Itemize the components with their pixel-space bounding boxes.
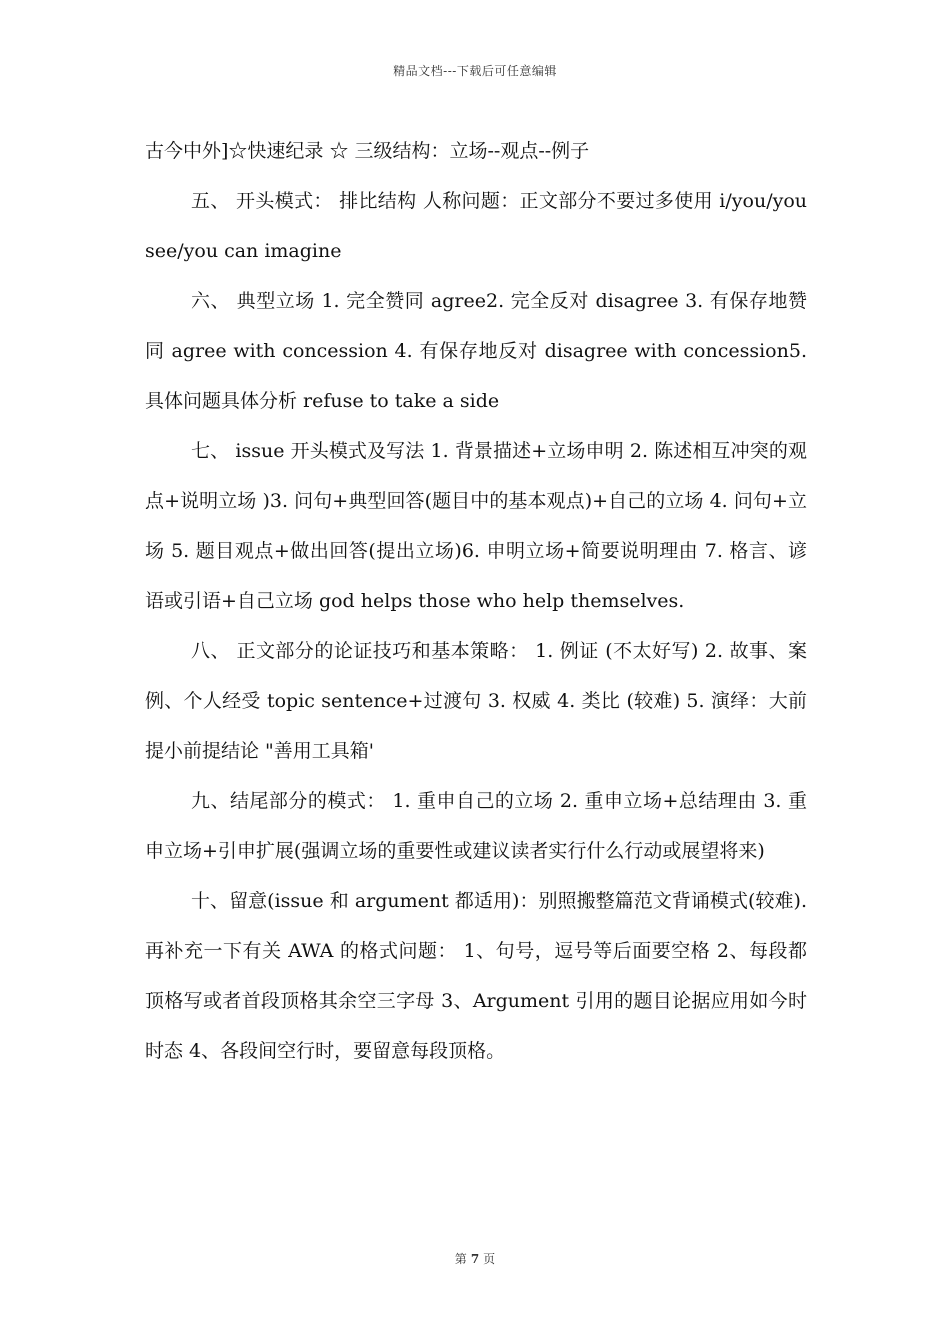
paragraph-intro: 古今中外]☆快速纪录 ☆ 三级结构：立场--观点--例子 [145, 140, 590, 162]
page-number: 7 [470, 1252, 480, 1266]
page-footer [0, 1250, 950, 1267]
document-body [145, 126, 807, 1076]
paragraph-section-5: 五、 开头模式： 排比结构 人称问题：正文部分不要过多使用 i/you/you see/you can imagine [145, 190, 807, 262]
paragraph-section-9: 九、结尾部分的模式： 1. 重申自己的立场 2. 重申立场+总结理由 3. 重申立场+引申扩展(强调立场的重要性或建议读者实行什么行动或展望将来) [145, 790, 807, 862]
paragraph-section-8: 八、 正文部分的论证技巧和基本策略： 1. 例证 (不太好写) 2. 故事、案例、个人经受 topic sentence+过渡句 3. 权威 4. 类比 (较难) 5. 演绎：大前提小前提结论 "善用工具箱' [145, 640, 807, 762]
paragraph-section-10: 十、留意(issue 和 argument 都适用)：别照搬整篇范文背诵模式(较难).再补充一下有关 AWA 的格式问题： 1、句号，逗号等后面要空格 2、每段都顶格写或者首段顶格其余空三字母 3、Argument 引用的题目论据应用如今时时态 4、各段间空行时，要留意每段顶格。 [145, 890, 807, 1062]
footer-prefix: 第 [454, 1252, 467, 1266]
paragraph-section-6: 六、 典型立场 1. 完全赞同 agree2. 完全反对 disagree 3. 有保存地赞同 agree with concession 4. 有保存地反对 disagree with concession5. 具体问题具体分析 refuse to take a side [145, 290, 807, 412]
footer-suffix: 页 [483, 1252, 496, 1266]
paragraph-section-7: 七、 issue 开头模式及写法 1. 背景描述+立场申明 2. 陈述相互冲突的观点+说明立场 )3. 问句+典型回答(题目中的基本观点)+自己的立场 4. 问句+立场 5. 题目观点+做出回答(提出立场)6. 申明立场+简要说明理由 7. 格言、谚语或引语+自己立场 god helps those who help themselves. [145, 440, 807, 612]
page-header: 精品文档---下载后可任意编辑 [393, 64, 557, 78]
